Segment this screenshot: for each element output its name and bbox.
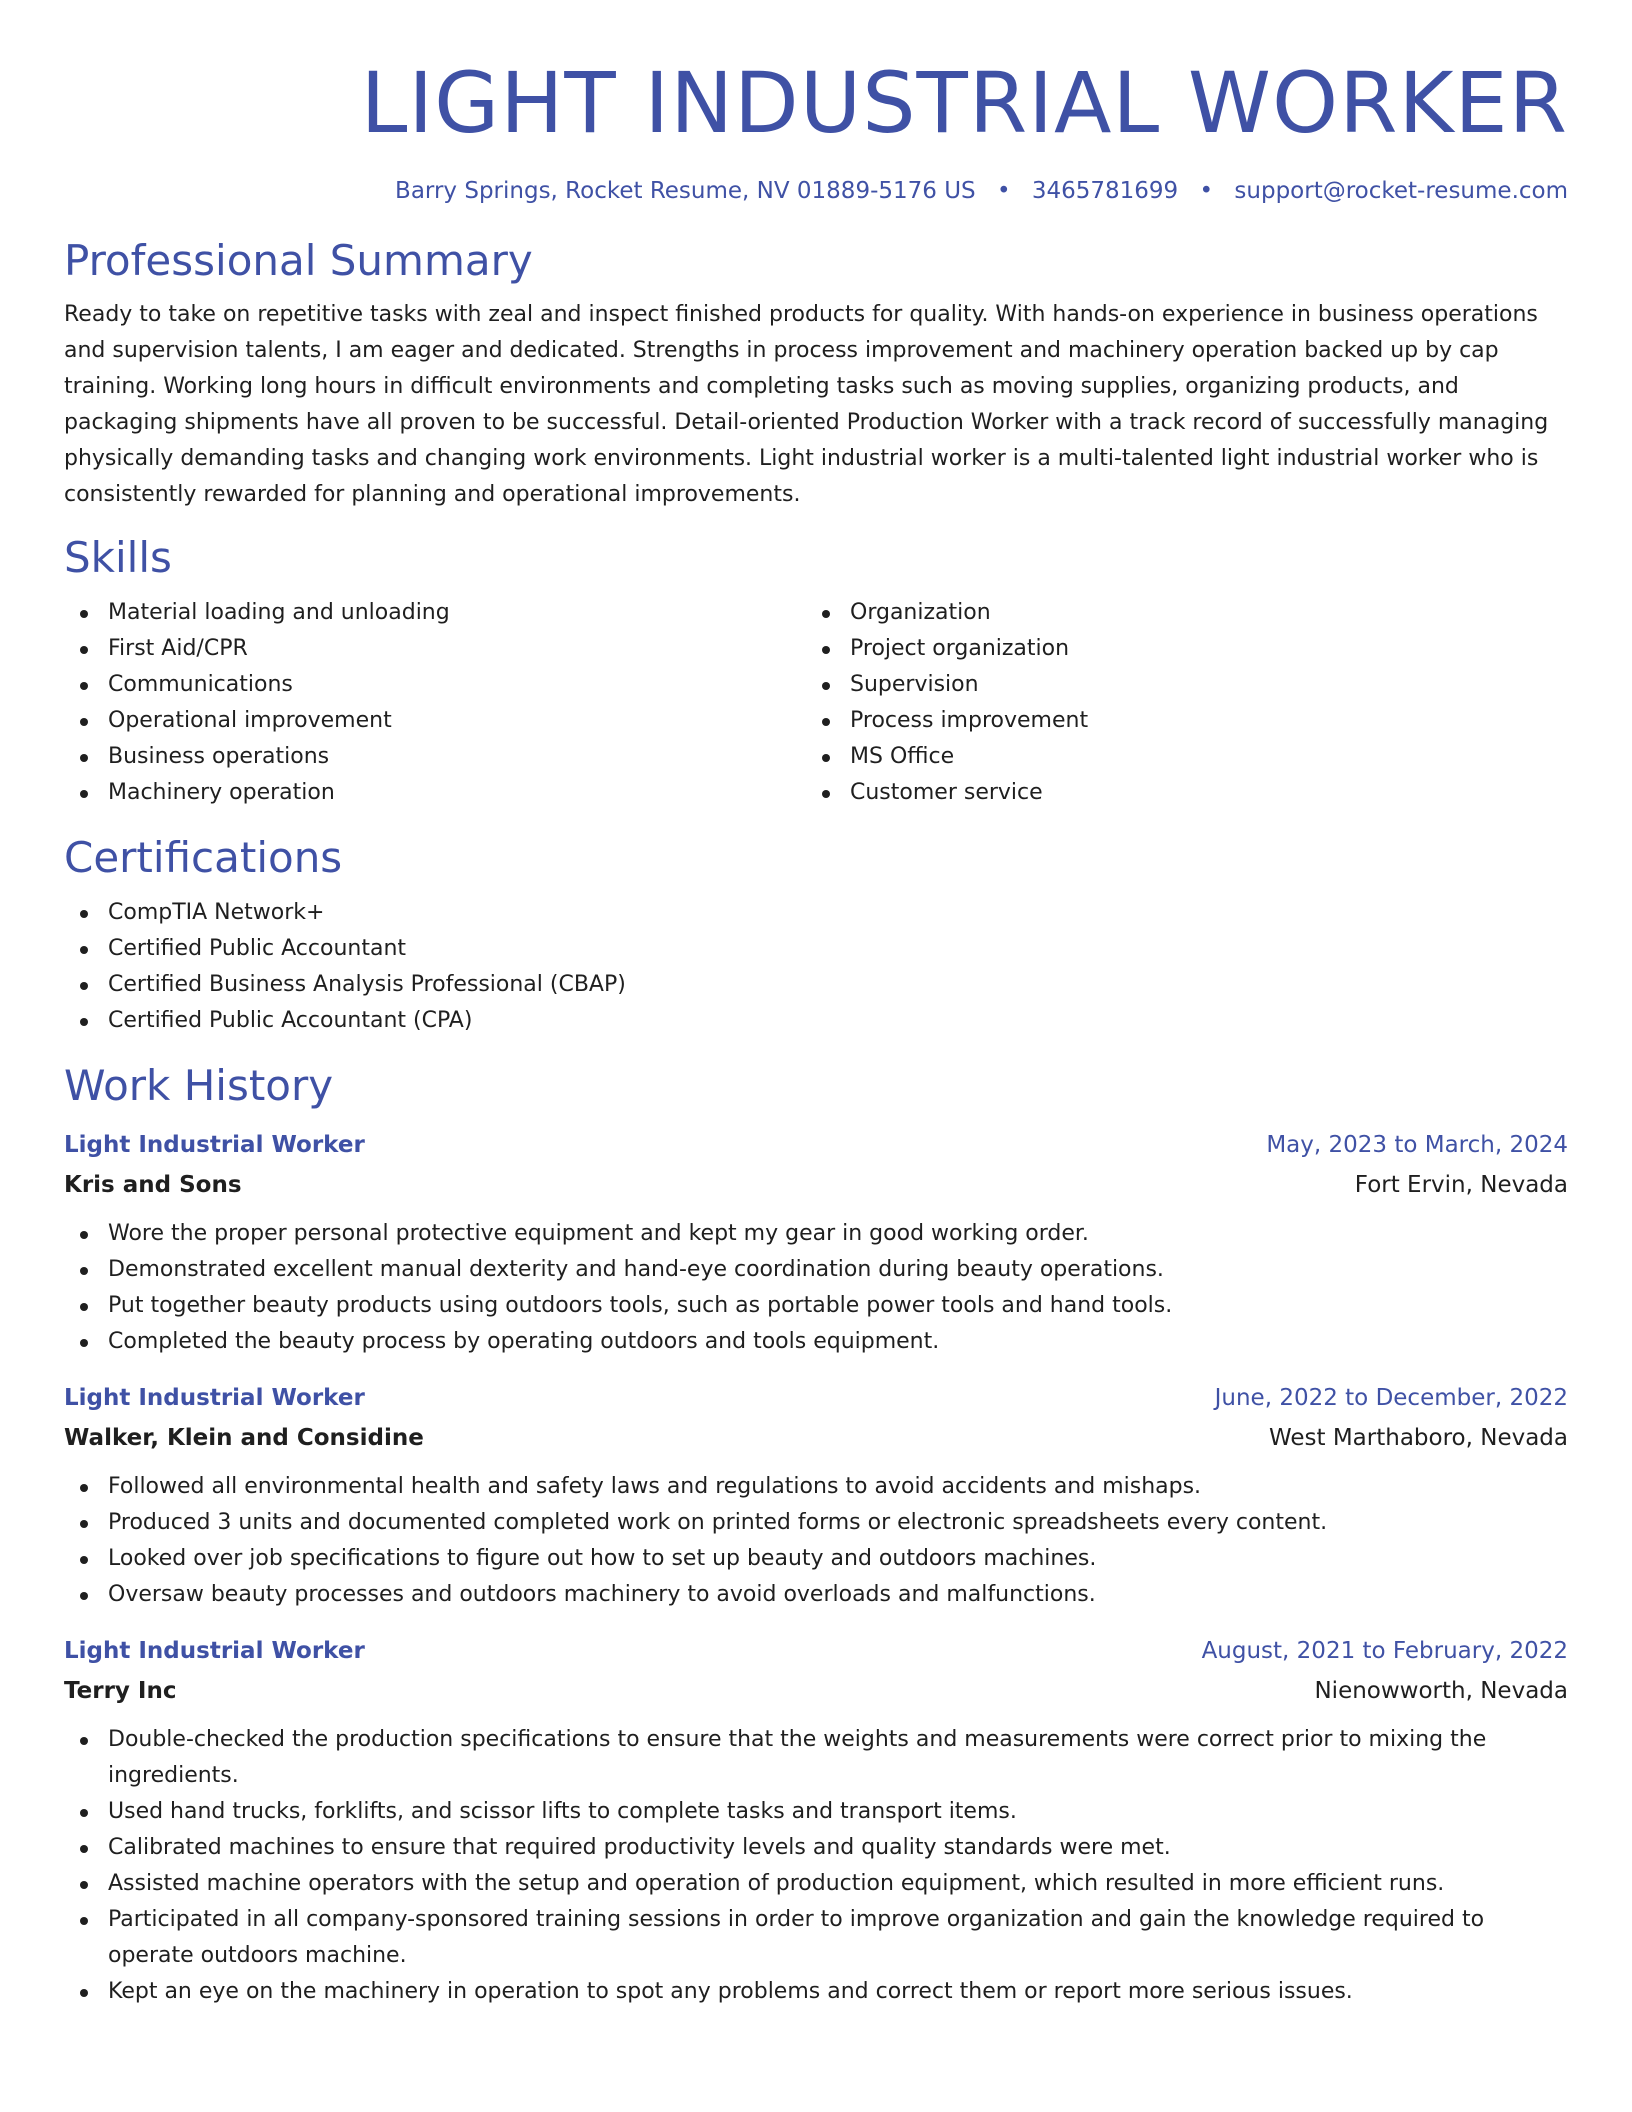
job-entry (64, 1378, 1568, 1613)
job-header (64, 1631, 1568, 1671)
job-duties (64, 1469, 1568, 1613)
contact-separator: • (996, 178, 1011, 204)
job-location: West Marthaboro, Nevada (1268, 1425, 1568, 1451)
job-subheader (64, 1165, 1568, 1205)
job-duty: Oversaw beauty processes and outdoors machinery to avoid overloads and malfunctions. (64, 1577, 1568, 1613)
skill-item: Business operations (64, 739, 806, 775)
job-duty: Produced 3 units and documented completed work on printed forms or electronic spreadsheets every content. (64, 1505, 1568, 1541)
certification-item: Certified Public Accountant (CPA) (64, 1003, 1568, 1039)
contact-address: Barry Springs, Rocket Resume, NV 01889-5176 US (395, 178, 976, 204)
job-entry (64, 1631, 1568, 2010)
job-duty: Used hand trucks, forklifts, and scissor lifts to complete tasks and transport items. (64, 1794, 1568, 1830)
job-subheader (64, 1418, 1568, 1458)
skill-item: Project organization (806, 631, 1548, 667)
skill-item: Organization (806, 595, 1548, 631)
skill-item: Material loading and unloading (64, 595, 806, 631)
job-role: Light Industrial Worker (64, 1132, 365, 1158)
job-duty: Completed the beauty process by operating outdoors and tools equipment. (64, 1324, 1568, 1360)
job-company: Walker, Klein and Considine (64, 1425, 424, 1451)
resume-page (64, 0, 1568, 2010)
job-company: Kris and Sons (64, 1172, 242, 1198)
job-role: Light Industrial Worker (64, 1385, 365, 1411)
certifications-heading: Certifications (64, 833, 343, 882)
job-header (64, 1125, 1568, 1165)
job-entry (64, 1125, 1568, 1360)
skill-item: Machinery operation (64, 775, 806, 811)
skill-item: Process improvement (806, 703, 1548, 739)
job-duty: Kept an eye on the machinery in operation to spot any problems and correct them or report more serious issues. (64, 1974, 1568, 2010)
skills-list-left (64, 595, 806, 811)
contact-email: support@rocket-resume.com (1234, 178, 1568, 204)
job-duty: Double-checked the production specifications to ensure that the weights and measurements were correct prior to mixing the ingredients. (64, 1722, 1568, 1794)
job-dates: May, 2023 to March, 2024 (1266, 1132, 1568, 1158)
certification-item: Certified Public Accountant (64, 931, 1568, 967)
summary-heading: Professional Summary (64, 236, 533, 285)
skill-item: Customer service (806, 775, 1548, 811)
job-dates: August, 2021 to February, 2022 (1201, 1638, 1568, 1664)
skills-list-right (806, 595, 1548, 811)
certifications-list (64, 895, 1568, 1039)
job-subheader (64, 1671, 1568, 1711)
job-duty: Demonstrated excellent manual dexterity and hand-eye coordination during beauty operations. (64, 1252, 1568, 1288)
job-header (64, 1378, 1568, 1418)
job-location: Fort Ervin, Nevada (1354, 1172, 1568, 1198)
certification-item: CompTIA Network+ (64, 895, 1568, 931)
job-duty: Put together beauty products using outdoors tools, such as portable power tools and hand tools. (64, 1288, 1568, 1324)
contact-phone: 3465781699 (1031, 178, 1179, 204)
skill-item: Supervision (806, 667, 1548, 703)
skills-columns (64, 595, 1568, 811)
job-duty: Calibrated machines to ensure that required productivity levels and quality standards were met. (64, 1830, 1568, 1866)
job-duty: Looked over job specifications to figure out how to set up beauty and outdoors machines. (64, 1541, 1568, 1577)
job-duty: Participated in all company-sponsored training sessions in order to improve organization and gain the knowledge required to operate outdoors machine. (64, 1902, 1568, 1974)
job-duty: Assisted machine operators with the setup and operation of production equipment, which resulted in more efficient runs. (64, 1866, 1568, 1902)
skill-item: First Aid/CPR (64, 631, 806, 667)
job-company: Terry Inc (64, 1678, 177, 1704)
skill-item: Operational improvement (64, 703, 806, 739)
job-duty: Wore the proper personal protective equipment and kept my gear in good working order. (64, 1216, 1568, 1252)
skill-item: MS Office (806, 739, 1548, 775)
summary-text: Ready to take on repetitive tasks with zeal and inspect finished products for quality. With hands-on experience in business operations and supervision talents, I am eager and dedicated. Strengths in process improvement and machinery operation backed up by cap training. Working long hours in difficult environments and completing tasks such as moving supplies, organizing products, and packaging shipments have all proven to be successful. Detail-oriented Production Worker with a track record of successfully managing physically demanding tasks and changing work environments. Light industrial worker is a multi-talented light industrial worker who is consistently rewarded for planning and operational improvements. (64, 302, 1549, 507)
work-history-heading: Work History (64, 1061, 334, 1110)
job-role: Light Industrial Worker (64, 1638, 365, 1664)
job-duties (64, 1722, 1568, 2010)
job-duty: Followed all environmental health and safety laws and regulations to avoid accidents and mishaps. (64, 1469, 1568, 1505)
candidate-name: LIGHT INDUSTRIAL WORKER (360, 54, 1568, 152)
contact-separator: • (1199, 178, 1214, 204)
job-duties (64, 1216, 1568, 1360)
contact-line (64, 176, 1568, 206)
job-dates: June, 2022 to December, 2022 (1214, 1385, 1568, 1411)
skill-item: Communications (64, 667, 806, 703)
skills-heading: Skills (64, 533, 172, 582)
certification-item: Certified Business Analysis Professional (CBAP) (64, 967, 1568, 1003)
job-location: Nienowworth, Nevada (1314, 1678, 1568, 1704)
